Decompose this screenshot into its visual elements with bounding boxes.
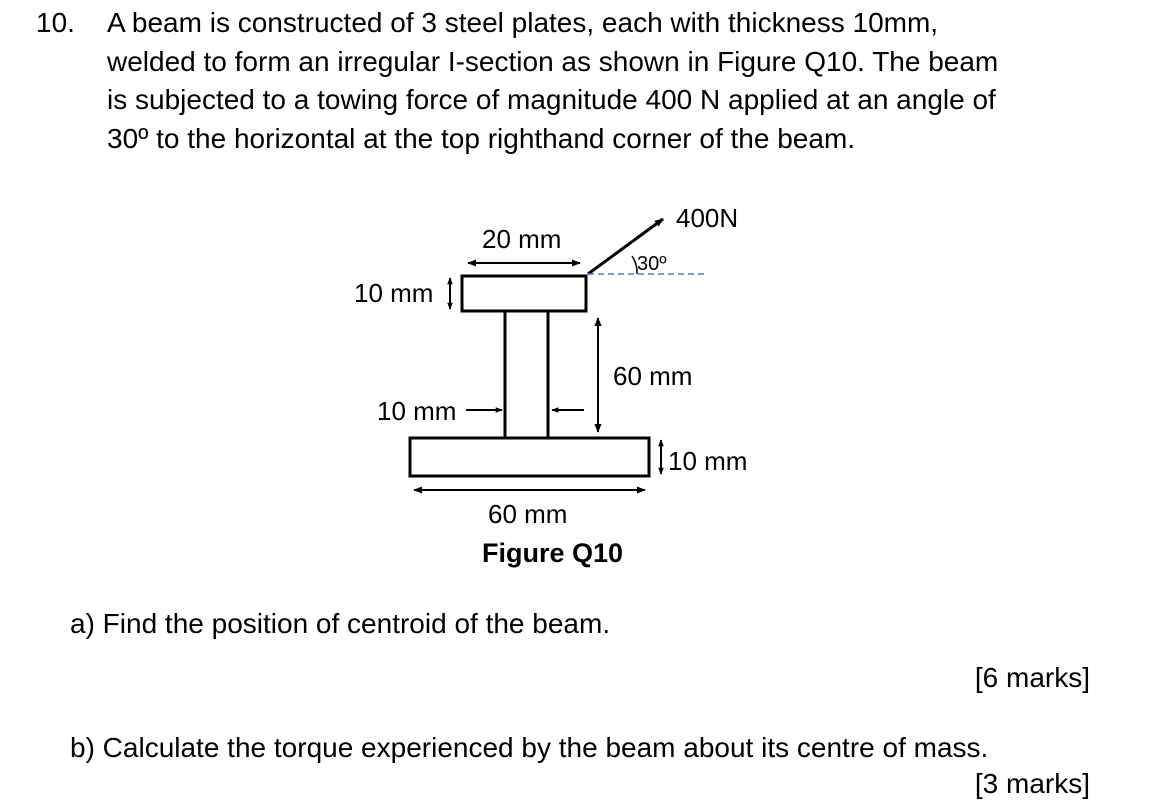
web-thickness-label: 10 mm	[377, 396, 457, 426]
question-line: 30º to the horizontal at the top righthand corner of the beam.	[107, 122, 856, 154]
figure-caption: Figure Q10	[482, 538, 624, 568]
question-line: welded to form an irregular I-section as shown in Figure Q10. The beam	[107, 45, 999, 77]
top-thickness-label: 10 mm	[354, 278, 434, 308]
top-width-label: 20 mm	[482, 224, 562, 254]
bottom-flange	[410, 438, 649, 476]
part-b-marks: [3 marks]	[974, 768, 1090, 799]
part-a-text: a) Find the position of centroid of the beam.	[70, 608, 611, 639]
web-height-label: 60 mm	[613, 361, 693, 391]
top-flange	[462, 276, 586, 311]
web	[505, 311, 548, 438]
question-line: is subjected to a towing force of magnitude 400 N applied at an angle of	[107, 84, 996, 115]
part-a-marks: [6 marks]	[974, 662, 1090, 693]
part-b-text: b) Calculate the torque experienced by the beam about its centre of mass.	[70, 732, 989, 763]
bottom-thickness-label: 10 mm	[668, 446, 748, 476]
angle-label: 30º	[637, 253, 667, 275]
force-label: 400N	[676, 203, 739, 233]
question-number: 10.	[36, 7, 75, 38]
question-line: A beam is constructed of 3 steel plates, each with thickness 10mm,	[107, 7, 939, 38]
bottom-width-label: 60 mm	[488, 499, 568, 529]
